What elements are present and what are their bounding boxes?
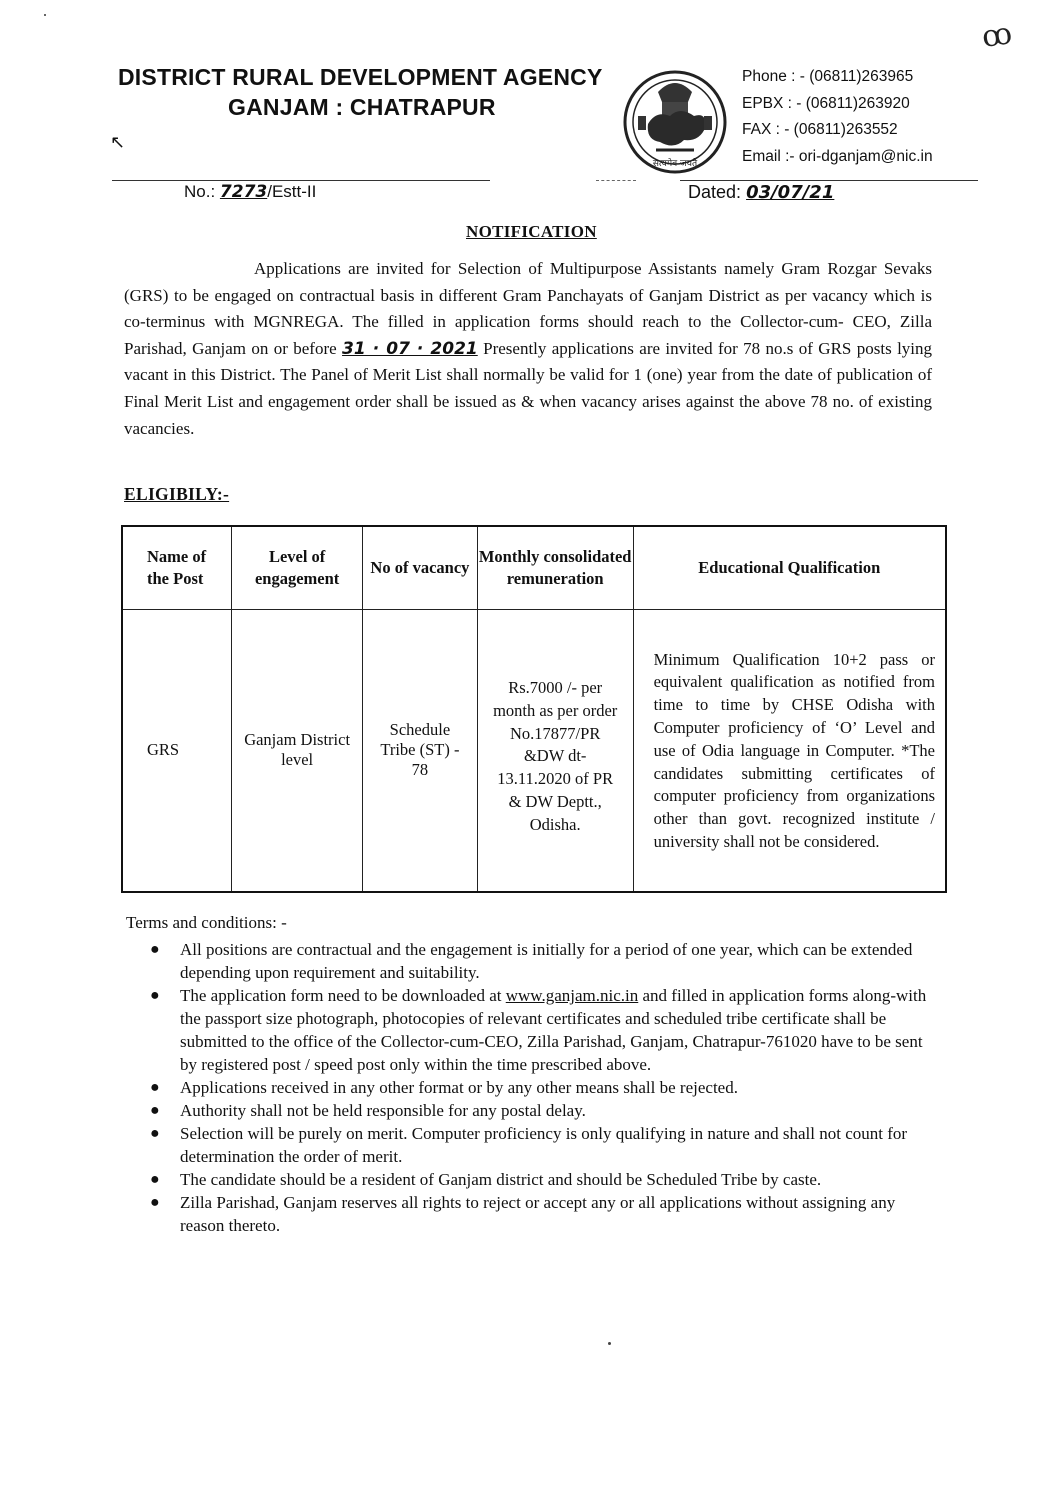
col-header-vacancy: No of vacancy — [363, 526, 478, 610]
cell-level: Ganjam District level — [232, 610, 363, 892]
col-header-qualification: Educational Qualification — [633, 526, 946, 610]
website-link[interactable]: www.ganjam.nic.in — [505, 986, 639, 1005]
term-text: Authority shall not be held responsible for any postal delay. — [180, 1101, 586, 1120]
bullet-icon: ● — [150, 1125, 160, 1142]
agency-name: DISTRICT RURAL DEVELOPMENT AGENCY — [118, 64, 603, 90]
fax-number: FAX : - (06811)263552 — [742, 121, 898, 138]
handwritten-page-mark: ꝏ — [979, 16, 1015, 55]
ref-no-suffix: /Estt-II — [267, 182, 317, 201]
seal-motto: सत्यमेव जयते — [652, 159, 698, 169]
table-row — [122, 610, 946, 892]
bullet-icon: ● — [150, 987, 160, 1004]
list-item — [150, 1191, 940, 1237]
ref-no-value: 7273 — [219, 182, 268, 202]
bullet-icon: ● — [150, 1079, 160, 1096]
epbx-number: EPBX : - (06811)263920 — [742, 94, 910, 112]
bullet-icon: ● — [150, 1102, 160, 1119]
list-item — [150, 1076, 940, 1099]
eligibility-heading: ELIGIBILY:- — [124, 484, 230, 504]
terms-heading: Terms and conditions: - — [126, 913, 287, 932]
body-text-end: Presently applications are invited for 78 no.s of GRS posts lying vacant in this District. The Panel of Merit List shall normally be valid for 1 (one) year from the date of publication of Final Merit List and engagement order shall be issued as & when vacancy arises against the above 78 no. of existing vacancies. — [124, 338, 933, 438]
term-text: Applications received in any other format or by any other means shall be rejected. — [180, 1078, 738, 1097]
phone-number: Phone : - (06811)263965 — [742, 68, 914, 85]
ref-no-label: No.: — [184, 182, 216, 201]
dated-value: 03/07/21 — [746, 182, 835, 203]
list-item — [150, 984, 940, 1076]
term-text: All positions are contractual and the engagement is initially for a period of one year, which can be extended depending upon requirement and suitability. — [180, 940, 913, 982]
cell-qualification: Minimum Qualification 10+2 pass or equivalent qualification as notified from time to time by CHSE Odisha with Computer proficiency of ‘O’ Level and use of Odia language in Computer. *The candidates submitting certificates of computer proficiency from organizations other than govt. recognized institute / university shall not be considered. — [633, 610, 946, 892]
tick-mark: ↖ — [110, 132, 126, 153]
col-header-remuneration: Monthly consolidated remuneration — [477, 526, 633, 610]
header-divider-right — [680, 180, 978, 181]
list-item — [150, 1099, 940, 1122]
header-divider-left — [112, 180, 490, 181]
notification-body — [124, 256, 932, 442]
contact-block — [742, 64, 933, 170]
date-line — [688, 182, 834, 203]
scan-speck — [44, 14, 46, 16]
term-text: Selection will be purely on merit. Computer proficiency is only qualifying in nature and shall not count for determination the order of merit. — [180, 1124, 908, 1166]
list-item — [150, 1122, 940, 1168]
scan-speck — [608, 1342, 611, 1345]
terms-list — [150, 938, 940, 1237]
list-item — [150, 938, 940, 984]
dated-label: Dated: — [688, 182, 742, 202]
cell-post: GRS — [122, 610, 232, 892]
email-address: Email :- ori-dganjam@nic.in — [742, 147, 933, 165]
notification-title: NOTIFICATION — [466, 222, 597, 241]
header-divider-dash — [596, 180, 636, 181]
state-emblem-seal-icon — [618, 62, 732, 180]
last-date-handwritten: 31 · 07 · 2021 — [342, 338, 478, 359]
bullet-icon: ● — [150, 941, 160, 958]
cell-remuneration: Rs.7000 /- per month as per order No.17877/PR &DW dt-13.11.2020 of PR & DW Deptt., Odisha. — [477, 610, 633, 892]
term-text: and filled in application forms along-with the passport size photograph, photocopies of relevant certificates and scheduled tribe certificate shall be submitted to the office of the Collector-cum-CEO, Zilla Parishad, Ganjam, Chatrapur-761020 have to be sent by registered post / speed post only within the time prescribed above. — [180, 986, 927, 1074]
cell-vacancy: Schedule Tribe (ST) - 78 — [363, 610, 478, 892]
bullet-icon: ● — [150, 1194, 160, 1211]
col-header-post: Name of the Post — [122, 526, 232, 610]
term-text: Zilla Parishad, Ganjam reserves all rights to reject or accept any or all applications without assigning any reason thereto. — [180, 1193, 896, 1235]
list-item — [150, 1168, 940, 1191]
bullet-icon: ● — [150, 1171, 160, 1188]
term-text: The application form need to be downloaded at — [180, 986, 502, 1005]
table-header-row — [122, 526, 946, 610]
col-header-level: Level of engagement — [232, 526, 363, 610]
eligibility-table — [121, 525, 947, 893]
body-text-start: Applications are invited for Selection of Multipurpose Assistants namely Gram Rozgar Sevaks (GRS) to be engaged on contractual basis in different Gram Panchayats of Ganjam District as per vacancy which is co-terminus with MGNREGA. The filled in application forms should reach to the Collector-cum- CEO, Zilla Parishad, Ganjam on or before — [124, 259, 932, 358]
agency-location: GANJAM : CHATRAPUR — [228, 94, 496, 120]
reference-number — [184, 182, 316, 202]
term-text: The candidate should be a resident of Ganjam district and should be Scheduled Tribe by caste. — [180, 1170, 822, 1189]
